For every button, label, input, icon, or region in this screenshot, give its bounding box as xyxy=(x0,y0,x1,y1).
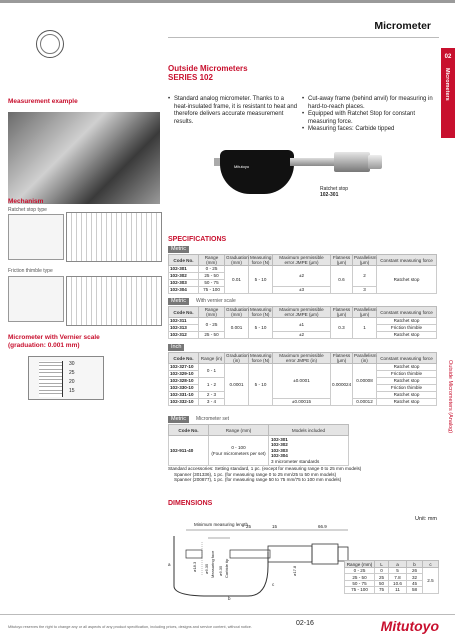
column-header: Flatness (μm) xyxy=(331,353,353,364)
vernier-number: 20 xyxy=(69,379,75,385)
measurement-example-heading: Measurement example xyxy=(8,98,78,105)
table-row xyxy=(169,332,437,339)
column-header: Parallelism (μm) xyxy=(354,255,377,265)
code-cell: 102-303 xyxy=(169,280,199,287)
column-header: Code No. xyxy=(169,255,199,266)
chapter-tab-label: Micrometers xyxy=(444,68,450,101)
table-row xyxy=(169,436,349,466)
feature-item: • Equipped with Ratchet Stop for constant measuring force. xyxy=(302,111,434,126)
feature-list-right xyxy=(302,96,434,134)
ratchet-stop xyxy=(368,155,382,169)
force-cell: 5 - 10 xyxy=(249,318,273,339)
force-type-cell: Ratchet stop xyxy=(377,318,437,325)
model-item: 102-301 xyxy=(271,437,288,442)
set-range-note: (Four micrometers per set) xyxy=(211,450,266,456)
product-title xyxy=(168,64,248,82)
graduation-cell: 0.0001 xyxy=(225,364,249,406)
table-cell: 0 xyxy=(375,568,389,574)
feature-list-left xyxy=(168,96,298,126)
metric-vernier-tag: Metric xyxy=(168,298,189,305)
table-cell: 0 - 25 xyxy=(345,568,375,574)
code-cell: 102-313 xyxy=(169,325,199,332)
column-header: c xyxy=(423,561,439,568)
frame-logo-text: Mitutoyo xyxy=(234,164,250,169)
inch-tag: Inch xyxy=(168,344,184,351)
parallelism-cell: 0.00008 xyxy=(353,364,377,399)
table-cell: 50 - 75 xyxy=(345,580,375,586)
ratchet-stop-photo xyxy=(8,214,64,260)
set-range: 0 - 100 xyxy=(231,444,246,450)
range-cell: 2 - 3 xyxy=(199,392,225,399)
column-header: a xyxy=(389,561,407,568)
vernier-subheading: (graduation: 0.001 mm) xyxy=(8,342,80,349)
accessories-note xyxy=(168,466,361,483)
code-cell: 102-301 xyxy=(169,266,199,273)
vernier-spec-table xyxy=(168,306,437,339)
ratchet-stop-diagram xyxy=(66,212,162,262)
model-item: 3 micrometer standards xyxy=(271,458,320,464)
brand-logo[interactable]: Mitutoyo xyxy=(380,618,439,634)
column-header: Range (in) xyxy=(199,353,225,364)
model-item: 102-302 xyxy=(271,442,288,448)
measurement-example-photo xyxy=(8,112,160,204)
vernier-heading: Micrometer with Vernier scale xyxy=(8,334,100,341)
table-cell: 50 xyxy=(375,580,389,586)
micrometer-set-table xyxy=(168,424,349,466)
product-caption-code: 102-301 xyxy=(320,192,339,198)
table-cell: 58 xyxy=(407,587,423,593)
force-cell: 5 - 10 xyxy=(249,266,273,294)
force-type-cell: Ratchet stop xyxy=(377,399,437,406)
column-header: Maximum permissible error JMPE (in) xyxy=(273,353,331,364)
column-header: Maximum permissible error JMPE (μm) xyxy=(273,255,331,266)
dim-label: ø6.35 xyxy=(218,565,223,576)
table-cell: 5 xyxy=(389,568,407,574)
dim-label: Carbide tip xyxy=(224,558,229,578)
force-type-cell: Ratchet stop xyxy=(377,266,437,294)
error-cell: ±2 xyxy=(273,332,331,339)
product-title-line2: SERIES 102 xyxy=(168,73,213,82)
dim-label: c xyxy=(272,582,275,587)
force-type-cell: Friction thimble xyxy=(377,325,437,332)
column-header: Code No. xyxy=(169,307,199,318)
thimble xyxy=(334,152,370,172)
flatness-cell: 0.3 xyxy=(331,318,353,339)
feature-item: • Measuring faces: Carbide tipped xyxy=(302,126,434,134)
model-item: 102-304 xyxy=(271,453,288,459)
column-header: Graduation (in) xyxy=(226,353,249,363)
dim-label: Minimum measuring length xyxy=(194,522,249,527)
code-cell: 102-304 xyxy=(169,287,199,294)
column-header: Range (mm) xyxy=(209,425,269,436)
friction-thimble-type-label: Friction thimble type xyxy=(8,268,53,274)
column-header: Maximum permissible error JMPE (μm) xyxy=(273,307,331,318)
code-cell: 102-329-10 xyxy=(169,371,199,378)
code-cell: 102-330-10 xyxy=(169,385,199,392)
micrometer-set-label: Micrometer set xyxy=(196,416,230,422)
column-header: Constant measuring force xyxy=(377,353,437,364)
force-type-cell: Ratchet stop xyxy=(377,332,437,339)
column-header: b xyxy=(407,561,423,568)
column-header: L xyxy=(375,561,389,568)
table-cell: 45 xyxy=(407,580,423,586)
badge-inner-ring xyxy=(40,34,60,54)
note-line: Standard accessories: Setting standard, 1 pc. (except for measuring range 0 to 25 mm models) xyxy=(168,466,362,471)
code-cell: 102-328-10 xyxy=(169,378,199,385)
column-header: Flatness (μm) xyxy=(331,307,353,318)
product-title-line1: Outside Micrometers xyxy=(168,64,248,73)
dim-label: ø17.8 xyxy=(292,565,297,576)
force-type-cell: Ratchet stop xyxy=(377,392,437,399)
table-cell: 2.5 xyxy=(423,568,439,594)
ratchet-stop-type-label: Ratchet stop type xyxy=(8,207,47,213)
table-cell: 11 xyxy=(389,587,407,593)
force-type-cell: Ratchet stop xyxy=(377,364,437,371)
code-cell: 102-327-10 xyxy=(169,364,199,371)
header-rule xyxy=(168,37,439,38)
dimensions-title: DIMENSIONS xyxy=(168,500,213,507)
code-cell: 102-312 xyxy=(169,332,199,339)
flatness-cell: 0.000024 xyxy=(331,364,353,406)
friction-thimble-photo xyxy=(8,276,64,322)
metric-tag: Metric xyxy=(168,246,189,253)
error-cell: ±0.00015 xyxy=(273,399,331,406)
footer-disclaimer: Mitutoyo reserves the right to change any or all aspects of any product specification, including prices, designs and service content, without notice. xyxy=(8,625,252,629)
flatness-cell: 0.6 xyxy=(331,266,353,294)
table-cell: 10.6 xyxy=(389,580,407,586)
vernier-number: 25 xyxy=(69,370,75,376)
parallelism-cell: 3 xyxy=(353,287,377,294)
table-cell: 7.8 xyxy=(389,574,407,580)
force-cell: 5 - 10 xyxy=(249,364,273,406)
friction-thimble-diagram xyxy=(66,276,162,326)
graduation-cell: 0.01 xyxy=(225,266,249,294)
graduation-cell: 0.001 xyxy=(225,318,249,339)
range-cell: 0 - 25 xyxy=(199,266,225,273)
code-cell: 102-911-40 xyxy=(169,436,209,466)
range-cell: 50 - 75 xyxy=(199,280,225,287)
column-header: Measuring force (N) xyxy=(250,307,272,317)
table-cell: 75 - 100 xyxy=(345,587,375,593)
column-header: Parallelism (μm) xyxy=(354,307,377,317)
vernier-scale-ticks xyxy=(39,361,63,397)
error-cell: ±1 xyxy=(273,318,331,332)
column-header: Code No. xyxy=(169,353,199,364)
column-header: Measuring force (N) xyxy=(250,353,272,363)
specifications-title: SPECIFICATIONS xyxy=(168,236,227,243)
range-cell: 25 - 50 xyxy=(199,332,225,339)
range-cell: 3 - 4 xyxy=(199,399,225,406)
vernier-scale-illustration xyxy=(28,356,104,400)
dim-label: b xyxy=(228,596,231,601)
column-header: Range (mm) xyxy=(199,255,225,266)
dim-label: 25 xyxy=(246,524,252,529)
error-cell: ±2 xyxy=(273,266,331,287)
parallelism-cell: 1 xyxy=(353,318,377,339)
column-header: Measuring force (N) xyxy=(250,255,272,265)
range-cell: 0 - 25 xyxy=(199,318,225,332)
footer-rule xyxy=(0,614,455,615)
dim-label: 15 xyxy=(272,524,278,529)
dim-label: 66.9 xyxy=(318,524,327,529)
table-cell: 25 xyxy=(375,574,389,580)
table-cell: 75 xyxy=(375,587,389,593)
range-cell: 1 - 2 xyxy=(199,378,225,392)
range-cell xyxy=(209,436,269,466)
feature-item: • Cut-away frame (behind anvil) for measuring in hard-to-reach places. xyxy=(302,96,434,111)
range-cell: 25 - 50 xyxy=(199,273,225,280)
page-header-title: Micrometer xyxy=(374,20,431,32)
column-header: Range (mm) xyxy=(345,561,375,568)
vernier-tag-label: With vernier scale xyxy=(196,298,236,304)
code-cell: 102-332-10 xyxy=(169,399,199,406)
inch-spec-table xyxy=(168,352,437,406)
range-cell: 0 - 1 xyxy=(199,364,225,378)
top-rule xyxy=(0,0,455,3)
models-cell xyxy=(269,436,349,466)
chapter-tab-number: 02 xyxy=(444,54,452,60)
model-item: 102-303 xyxy=(271,447,288,453)
column-header: Code No. xyxy=(169,425,209,436)
code-cell: 102-311 xyxy=(169,318,199,325)
feature-item: • Standard analog micrometer. Thanks to a heat-insulated frame, it is resistant to heat and therefore delivers accurate measurement results. xyxy=(168,96,298,126)
table-row xyxy=(169,399,437,406)
dim-label: ø6.35 xyxy=(204,563,209,574)
micrometer-frame xyxy=(220,150,294,194)
chapter-tab[interactable] xyxy=(441,48,455,138)
column-header: Flatness (μm) xyxy=(331,255,353,266)
parallelism-cell: 2 xyxy=(353,266,377,287)
table-cell: 26 xyxy=(407,568,423,574)
force-type-cell: Ratchet stop xyxy=(377,378,437,385)
code-cell: 102-331-10 xyxy=(169,392,199,399)
dim-label: ø18.3 xyxy=(192,561,197,572)
code-cell: 102-302 xyxy=(169,273,199,280)
parallelism-cell: 0.00012 xyxy=(353,399,377,406)
certification-badge xyxy=(36,30,64,58)
column-header: Graduation (mm) xyxy=(226,307,249,317)
table-cell: 25 - 50 xyxy=(345,574,375,580)
column-header: Constant measuring force xyxy=(377,307,437,318)
column-header: Graduation (mm) xyxy=(226,255,249,265)
column-header: Parallelism (in) xyxy=(354,353,377,363)
metric-spec-table xyxy=(168,254,437,294)
table-row xyxy=(169,318,437,325)
product-caption-line1: Ratchet stop xyxy=(320,186,349,192)
column-header: Models included xyxy=(269,425,349,436)
vernier-number: 15 xyxy=(69,388,75,394)
error-cell: ±0.0001 xyxy=(273,364,331,399)
note-line: Spanner (301336), 1 pc. (for measuring range 0 to 25 mm/25 to 50 mm models) xyxy=(174,471,337,477)
force-type-cell: Friction thimble xyxy=(377,385,437,392)
dim-label: Measuring face xyxy=(210,550,215,578)
table-row xyxy=(169,266,437,273)
vernier-number: 30 xyxy=(69,361,75,367)
column-header: Constant measuring force xyxy=(377,255,437,266)
table-cell: 32 xyxy=(407,574,423,580)
column-header: Range (mm) xyxy=(199,307,225,318)
table-row xyxy=(169,364,437,371)
metric-set-tag: Metric xyxy=(168,416,189,423)
dimensions-unit: Unit: mm xyxy=(415,516,437,522)
note-line: Spanner (200877), 1 pc. (for measuring range 50 to 75 mm/75 to 100 mm models) xyxy=(174,477,342,483)
force-type-cell: Friction thimble xyxy=(377,371,437,378)
dimensions-table xyxy=(344,560,439,594)
mechanism-heading: Mechanism xyxy=(8,198,44,205)
product-caption xyxy=(320,186,348,198)
section-side-label: Outside Micrometers (Analog) xyxy=(447,360,453,434)
page-number: 02-16 xyxy=(296,620,314,627)
range-cell: 75 - 100 xyxy=(199,287,225,294)
error-cell: ±3 xyxy=(273,287,331,294)
dim-label: a xyxy=(168,562,171,567)
micrometer-product-photo xyxy=(214,140,390,196)
